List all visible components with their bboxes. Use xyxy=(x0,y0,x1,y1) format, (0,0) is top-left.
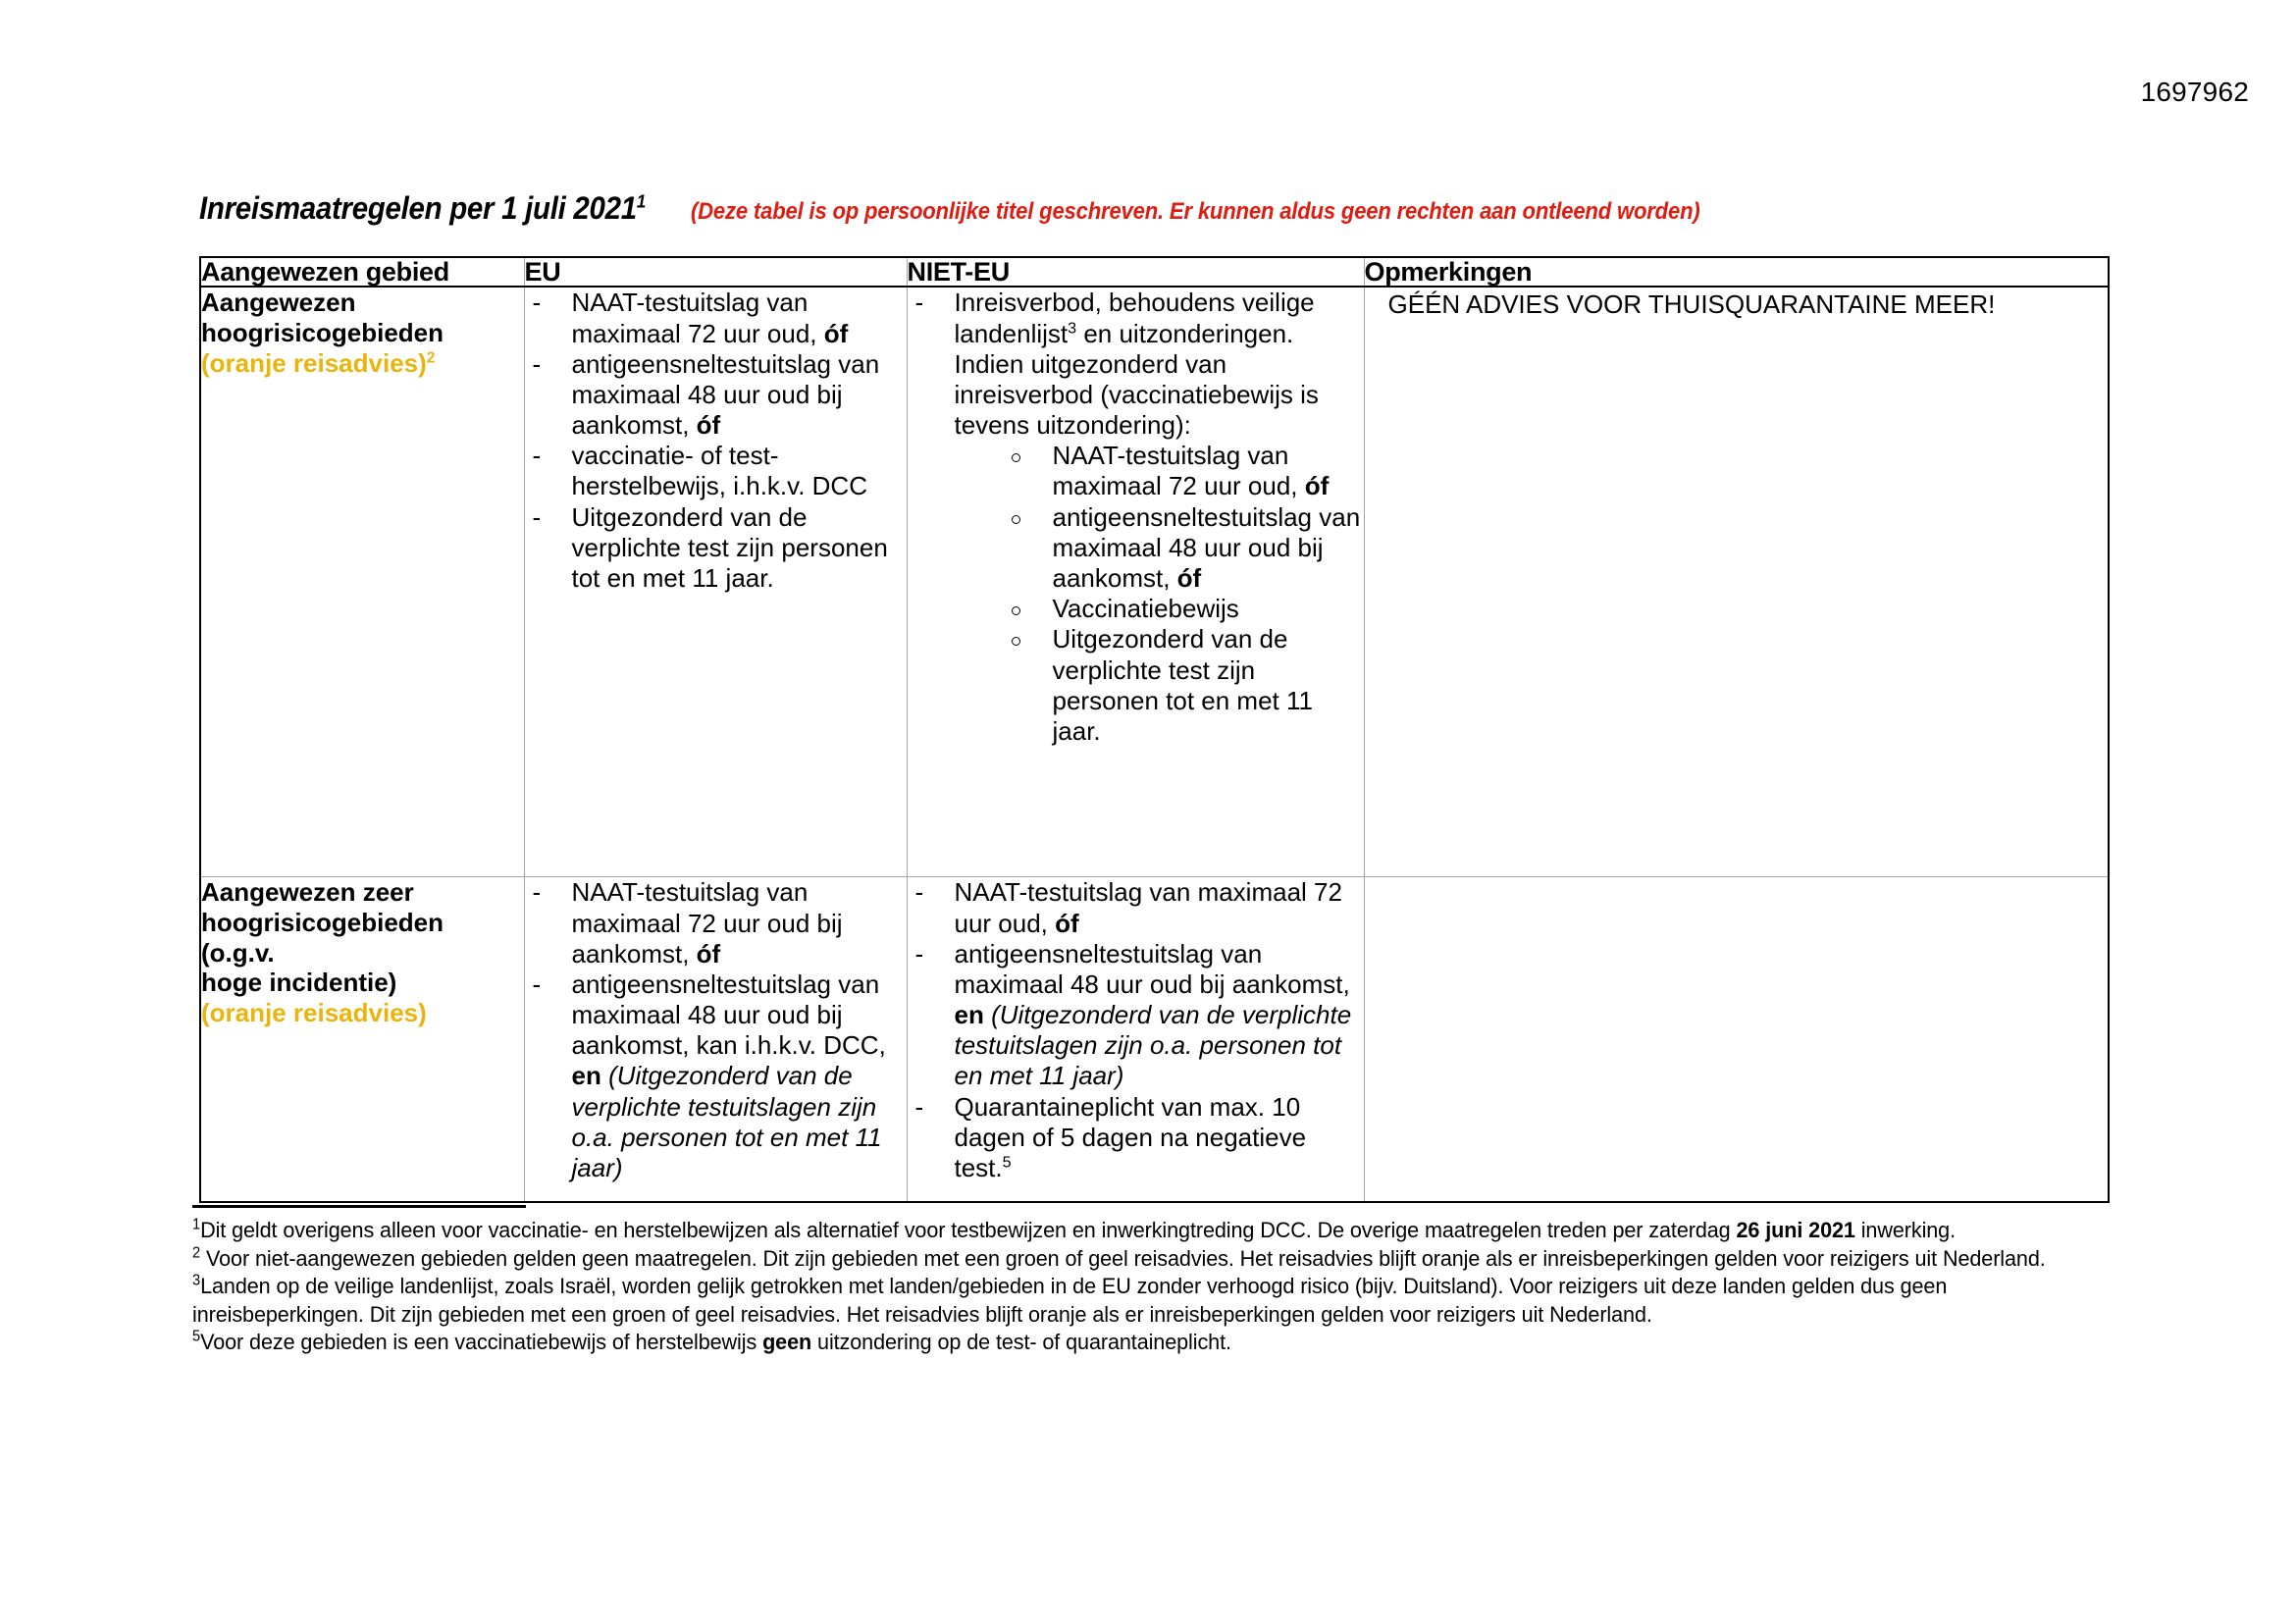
table-row xyxy=(200,287,2109,877)
item-text: NAAT-testuitslag van maximaal 72 uur oud, xyxy=(954,877,1342,938)
footnote-emphasis: geen xyxy=(762,1330,812,1355)
title-footnote-marker: 1 xyxy=(636,190,647,212)
footnote-1 xyxy=(192,1217,2113,1245)
item-text: antigeensneltestuitslag van maximaal 48 uur oud bij aankomst, xyxy=(954,938,1350,999)
item-emphasis: en xyxy=(954,1000,984,1030)
cell-area-very-high-risk xyxy=(200,877,524,1203)
area-title-line2: hoogrisicogebieden (o.g.v. xyxy=(201,908,444,968)
non-eu-exception-list xyxy=(908,441,1364,747)
area-footnote-marker: 2 xyxy=(426,349,436,367)
footnote-marker: 1 xyxy=(192,1216,201,1233)
footnote-marker: 5 xyxy=(192,1328,201,1345)
remark-text xyxy=(1365,877,2109,879)
column-header-eu: EU xyxy=(524,257,907,287)
item-text: Vaccinatiebewijs xyxy=(1052,594,1239,624)
area-travel-advice-label: (oranje reisadvies) xyxy=(201,998,427,1028)
item-text-cont: en uitzonderingen. Indien uitgezonderd van inreisverbod (vaccinatiebewijs is tevens uitzondering): xyxy=(954,318,1319,441)
footnote-marker: 3 xyxy=(1068,318,1077,337)
title-disclaimer: (Deze tabel is op persoonlijke titel geschreven. Er kunnen aldus geen rechten aan ontleend worden) xyxy=(690,198,1700,225)
area-travel-advice-label: (oranje reisadvies) xyxy=(201,347,427,378)
area-title-line1: Aangewezen zeer xyxy=(201,877,414,908)
item-text: antigeensneltestuitslag van maximaal 48 uur oud bij aankomst, xyxy=(1052,501,1361,594)
cell-remarks-very-high-risk xyxy=(1364,877,2109,1203)
cell-area-high-risk xyxy=(200,287,524,877)
title-main-text xyxy=(199,192,646,224)
list-item xyxy=(525,288,907,348)
footnote-5 xyxy=(192,1329,2113,1357)
document-number: 1697962 xyxy=(2140,77,2249,107)
footnote-text: Voor niet-aangewezen gebieden gelden geen maatregelen. Dit zijn gebieden met een groen of geel reisadvies. Het reisadvies blijft oranje als er inreisbeperkingen gelden voor reizigers uit Nederland. xyxy=(200,1245,2046,1271)
item-text: NAAT-testuitslag van maximaal 72 uur oud, xyxy=(1052,441,1305,501)
footnote-marker: 2 xyxy=(192,1244,201,1262)
item-text: Inreisverbod, behoudens veilige landenlijst xyxy=(954,288,1315,348)
list-item xyxy=(1006,594,1364,624)
cell-eu-high-risk xyxy=(524,287,907,877)
item-text: NAAT-testuitslag van maximaal 72 uur oud, xyxy=(571,288,824,348)
list-item xyxy=(1006,502,1364,595)
list-item xyxy=(525,441,907,501)
list-item xyxy=(908,288,1364,441)
table-row xyxy=(200,877,2109,1203)
document-title xyxy=(199,192,1788,224)
list-item xyxy=(525,877,907,969)
item-text: Uitgezonderd van de verplichte test zijn personen tot en met 11 jaar. xyxy=(1052,624,1313,746)
eu-requirements-list xyxy=(525,877,907,1183)
table-header-row xyxy=(200,257,2109,287)
cell-non-eu-high-risk xyxy=(907,287,1364,877)
table-header xyxy=(200,257,2109,287)
item-text: NAAT-testuitslag van maximaal 72 uur oud bij aankomst, xyxy=(571,877,843,969)
item-note: (Uitgezonderd van de verplichte testuitslagen zijn o.a. personen tot en met 11 jaar) xyxy=(954,1000,1352,1091)
cell-remarks-high-risk xyxy=(1364,287,2109,877)
area-travel-advice xyxy=(201,348,524,379)
footnote-marker: 5 xyxy=(1002,1153,1012,1172)
cell-non-eu-very-high-risk xyxy=(907,877,1364,1203)
cell-eu-very-high-risk xyxy=(524,877,907,1203)
eu-requirements-list xyxy=(525,288,907,594)
footnote-text: Voor deze gebieden is een vaccinatiebewijs of herstelbewijs xyxy=(200,1330,763,1355)
table-body xyxy=(200,287,2109,1202)
column-header-area: Aangewezen gebied xyxy=(200,257,524,287)
list-item xyxy=(908,1092,1364,1184)
list-item xyxy=(1006,441,1364,501)
item-emphasis: óf xyxy=(696,410,721,441)
footnote-separator xyxy=(192,1205,526,1208)
list-item xyxy=(908,939,1364,1092)
item-emphasis: óf xyxy=(1304,471,1330,501)
footnote-emphasis: 26 juni 2021 xyxy=(1736,1218,1855,1242)
item-emphasis: óf xyxy=(1055,908,1079,938)
list-item xyxy=(525,502,907,595)
non-eu-requirements-list xyxy=(908,288,1364,441)
area-title-line1: Aangewezen xyxy=(201,288,356,318)
item-text: vaccinatie- of test-herstelbewijs, i.h.k.v. DCC xyxy=(571,441,867,501)
item-emphasis: óf xyxy=(823,318,849,348)
measures-table xyxy=(199,256,2110,1203)
footnote-3 xyxy=(192,1273,2113,1329)
list-item xyxy=(525,969,907,1183)
footnote-text: Dit geldt overigens alleen voor vaccinatie- en herstelbewijzen als alternatief voor testbewijzen en inwerkingtreding DCC. De overige maatregelen treden per zaterdag xyxy=(200,1218,1737,1242)
title-main-label: Inreismaatregelen per 1 juli 2021 xyxy=(199,190,637,226)
column-header-non-eu: NIET-EU xyxy=(907,257,1364,287)
footnote-2 xyxy=(192,1245,2113,1274)
footnote-text: inwerking. xyxy=(1854,1218,1957,1242)
item-text: Uitgezonderd van de verplichte test zijn personen tot en met 11 jaar. xyxy=(571,501,888,594)
item-emphasis: en xyxy=(571,1061,601,1091)
item-text: Quarantaineplicht van max. 10 dagen of 5 dagen na negatieve test. xyxy=(954,1091,1307,1183)
footnote-text: Landen op de veilige landenlijst, zoals Israël, worden gelijk getrokken met landen/gebieden in de EU zonder verhoogd risico (bijv. Duitsland). Voor reizigers uit deze landen gelden dus geen inreisbeperkingen. Dit zijn gebieden met een groen of geel reisadvies. Het reisadvies blijft oranje als er inreisbeperkingen gelden voor reizigers uit Nederland. xyxy=(192,1274,1948,1327)
list-item xyxy=(908,877,1364,938)
area-title-line2: hoogrisicogebieden xyxy=(201,318,444,348)
item-text: antigeensneltestuitslag van maximaal 48 uur oud bij aankomst, kan i.h.k.v. DCC, xyxy=(571,969,886,1061)
item-text: antigeensneltestuitslag van maximaal 48 uur oud bij aankomst, xyxy=(571,348,880,441)
non-eu-requirements-list xyxy=(908,877,1364,1183)
item-emphasis: óf xyxy=(1176,563,1202,594)
footnotes-section xyxy=(192,1217,2115,1357)
list-item xyxy=(1006,624,1364,747)
footnote-marker: 3 xyxy=(192,1272,201,1289)
column-header-remarks: Opmerkingen xyxy=(1364,257,2109,287)
remark-text: GÉÉN ADVIES VOOR THUISQUARANTAINE MEER! xyxy=(1387,289,1996,320)
area-title-line3: hoge incidentie) xyxy=(201,968,397,998)
footnote-text: uitzondering op de test- of quarantaineplicht. xyxy=(811,1330,1231,1355)
list-item xyxy=(525,349,907,442)
item-note: (Uitgezonderd van de verplichte testuitslagen zijn o.a. personen tot en met 11 jaar) xyxy=(571,1061,882,1183)
area-travel-advice xyxy=(201,998,524,1028)
item-emphasis: óf xyxy=(696,938,721,969)
